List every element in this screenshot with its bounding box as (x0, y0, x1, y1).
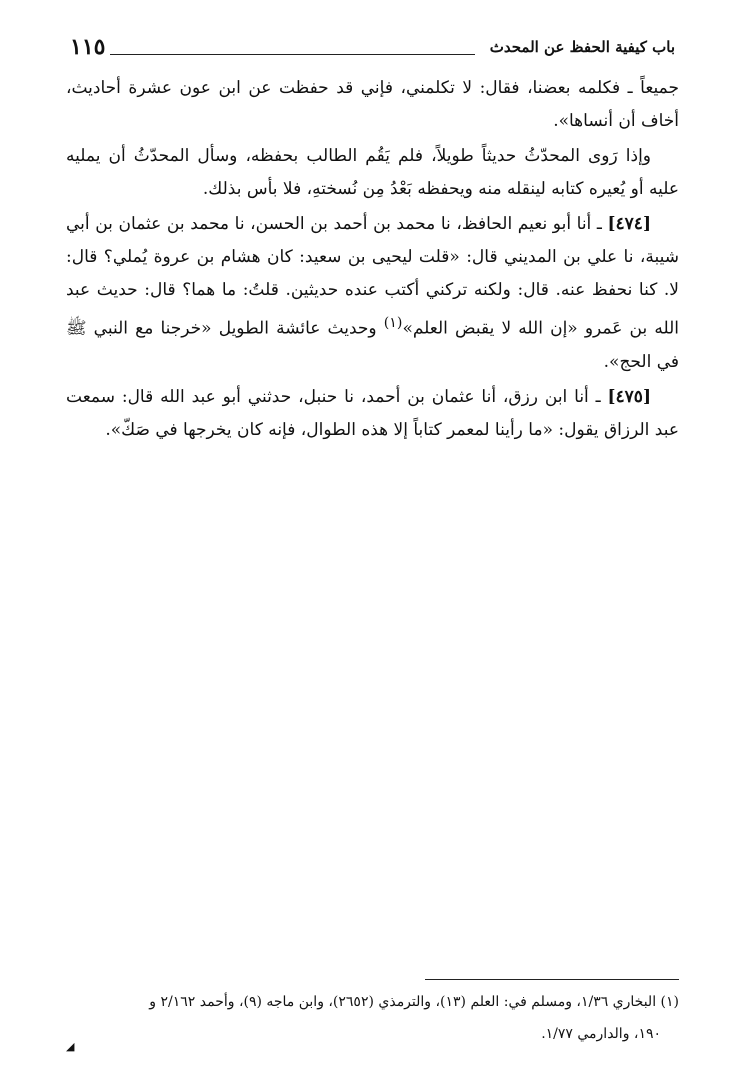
paragraph-474 (66, 208, 679, 379)
hadith-474-text-end: وحديث عائشة الطويل «خرجنا مع النبي ﷺ في الحج». (66, 318, 679, 372)
hadith-475-text: ـ أنا ابن رزق، أنا عثمان بن أحمد، نا حنبل، حدثني أبو عبد الله قال: سمعت عبد الرزاق يقول: «ما رأينا لمعمر كتاباً إلا هذه الطوال، فإنه كان يخرجها في صَكّ». (66, 386, 679, 440)
hadith-474-text: ـ أنا أبو نعيم الحافظ، نا محمد بن أحمد بن الحسن، نا محمد بن عثمان بن أبي شيبة، نا علي بن المديني قال: «قلت ليحيى بن سعيد: كان هشام بن عروة يُملي؟ قال: لا. كنا نحفظ عنه. قال: ولكنه تركني أكتب عنده حديثين. قلتُ: ما هما؟ قال: حديث عبد الله بن عَمرو «إن الله لا يقبض العلم» (66, 214, 679, 339)
footnote-line-1: (١) البخاري ١/٣٦، ومسلم في: العلم (١٣)، والترمذي (٢٦٥٢)، وابن ماجه (٩)، وأحمد ٢/١٦٢ و (149, 994, 679, 1010)
running-title: باب كيفية الحفظ عن المحدث (489, 38, 675, 56)
paragraph-2: وإذا رَوى المحدّثُ حديثاً طويلاً، فلم يَقُم الطالب بحفظه، وسأل المحدّثُ أن يمليه عليه أو يُعيره كتابه لينقله منه ويحفظه بَعْدُ مِن نُسختهِ، فلا بأس بذلك. (66, 146, 679, 199)
page-number: ١١٥ (70, 34, 106, 60)
header-rule (110, 54, 475, 55)
paragraph-475 (66, 381, 679, 447)
footnote-ref-1: (١) (383, 315, 403, 331)
page-header (70, 34, 675, 60)
corner-mark-icon: ◢ (66, 1040, 75, 1053)
main-text (66, 72, 679, 447)
footnote (66, 986, 679, 1050)
paragraph-1: جميعاً ـ فكلمه بعضنا، فقال: لا تكلمني، فإني قد حفظت عن ابن عون عشرة أحاديث، أخاف أن أنساها». (66, 78, 679, 131)
hadith-number-474: [٤٧٤] (607, 214, 651, 234)
footnote-line-2: ١٩٠، والدارمي ١/٧٧. (541, 1026, 661, 1042)
hadith-number-475: [٤٧٥] (607, 386, 651, 407)
footnote-rule (425, 979, 679, 980)
